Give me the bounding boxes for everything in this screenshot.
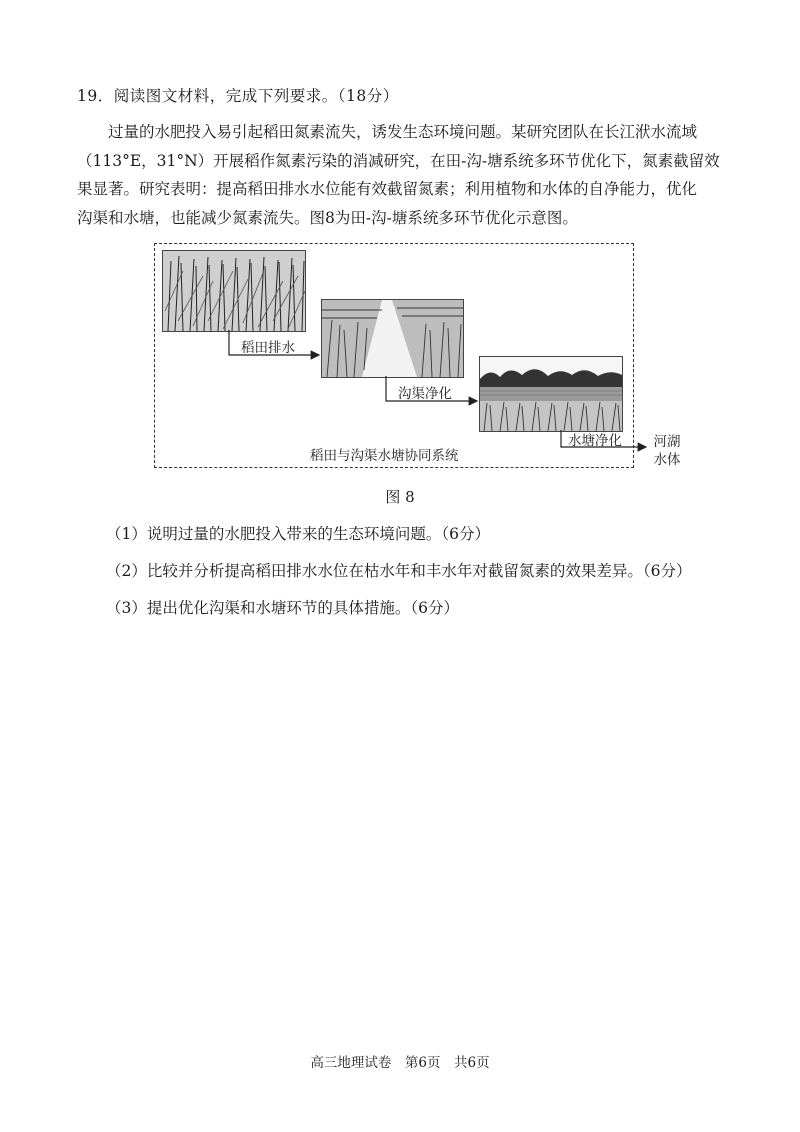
page-footer: 高三地理试卷 第6页 共6页 [310,1055,490,1071]
step-label-pond-purification: 水塘净化 [568,433,622,449]
outlet-label [650,433,684,469]
sub-question-1: （1）说明过量的水肥投入带来的生态环境问题。（6分） [106,525,490,543]
sub-question-2: （2）比较并分析提高稻田排水水位在枯水年和丰水年对截留氮素的效果差异。（6分） [106,562,692,580]
paragraph-line: 果显著。研究表明：提高稻田排水水位能有效截留氮素；利用植物和水体的自净能力，优化 [77,180,698,198]
outlet-label-line: 河湖 [653,434,681,450]
figure-caption: 图 8 [385,488,415,506]
step-label-ditch-purification: 沟渠净化 [398,386,452,402]
system-label: 稻田与沟渠水塘协同系统 [310,448,459,464]
paragraph-line: 过量的水肥投入易引起稻田氮素流失，诱发生态环境问题。某研究团队在长江洑水流域 [108,123,698,141]
step-label-paddy-drainage: 稻田排水 [241,340,295,356]
sub-question-3: （3）提出优化沟渠和水塘环节的具体措施。（6分） [106,599,459,617]
paragraph-line: （113°E，31°N）开展稻作氮素污染的消减研究，在田-沟-塘系统多环节优化下，氮素截留效 [77,151,720,170]
outlet-label-line: 水体 [653,452,681,468]
paragraph-line: 沟渠和水塘，也能减少氮素流失。图8为田-沟-塘系统多环节优化示意图。 [77,208,578,227]
question-title: 19．阅读图文材料，完成下列要求。（18分） [77,87,399,105]
flow-connectors [0,0,800,500]
